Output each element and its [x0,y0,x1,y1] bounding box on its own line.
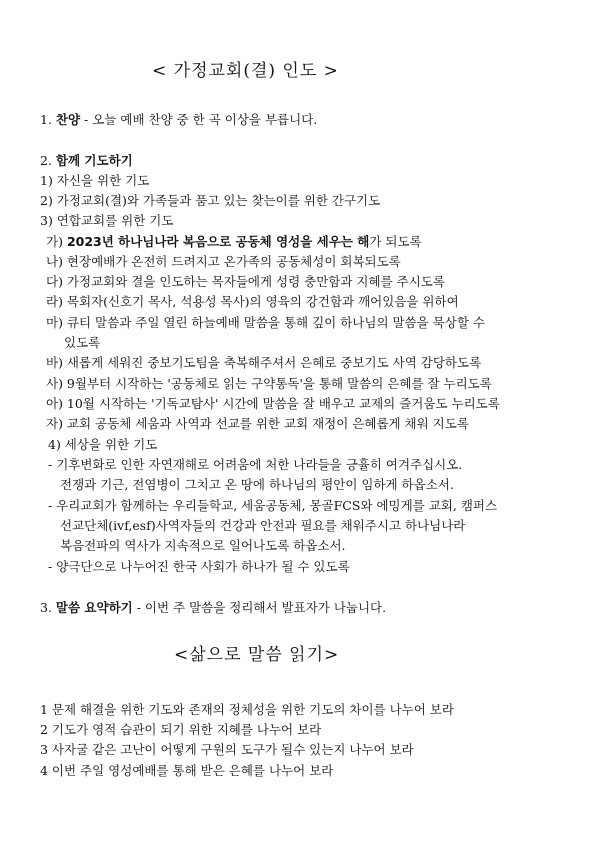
prayer-3-ga-prefix: 가) [46,234,67,249]
section-3 [40,598,386,618]
prayer-3-ma: 마) 큐티 말씀과 주일 열린 하늘예배 말씀을 통해 깊이 하나님의 말씀을 묵상할 수 [46,315,485,330]
section-1-number: 1. [40,112,52,127]
prayer-3-na: 나) 현장예배가 온전히 드려지고 온가족의 공동체성이 회복되도록 [46,254,401,269]
prayer-3-ra: 라) 목회자(신호기 목사, 석용성 목사)의 영육의 강건함과 깨어있음을 위하여 [46,294,459,309]
prayer-3-ga-suffix: 가 되도록 [369,234,422,249]
prayer-3-ja: 자) 교회 공동체 세움과 사역과 선교를 위한 교회 재정이 은혜롭게 채워 지도록 [46,416,469,431]
prayer-3-ba: 바) 새롭게 세워진 중보기도팀을 축복해주셔서 은혜로 중보기도 사역 감당하도록 [46,355,482,370]
world-prayer-1-cont: 전쟁과 기근, 전염병이 그치고 온 땅에 하나님의 평안이 임하게 하옵소서. [60,477,454,492]
prayer-3-aa: 아) 10월 시작하는 '기독교탐사' 시간에 말씀을 잘 배우고 교제의 즐거움도 누리도록 [46,396,500,411]
section-1-label: 찬양 [55,112,81,127]
prayer-3-ma-cont: 있도록 [64,335,101,350]
section-3-label: 말씀 요약하기 [55,600,133,615]
question-3: 3 사자굴 같은 고난이 어떻게 구원의 도구가 될수 있는지 나누어 보라 [40,742,414,757]
section-1 [40,110,317,130]
prayer-4: 4) 세상을 위한 기도 [48,437,158,452]
section-2-number: 2. [40,153,52,168]
question-4: 4 이번 주일 영성예배를 통해 받은 은혜를 나누어 보라 [40,763,334,778]
section-3-text: - 이번 주 말씀을 정리해서 발표자가 나눕니다. [132,600,387,615]
prayer-3-ga [46,232,422,252]
question-1: 1 문제 해결을 위한 기도와 존재의 정체성을 위한 기도의 차이를 나누어 보라 [40,702,454,717]
world-prayer-2-cont: 선교단체(ivf,esf)사역자들의 건강과 안전과 필요를 채워주시고 하나님나라 [60,518,466,533]
prayer-3-sa: 사) 9월부터 시작하는 '공동체로 읽는 구약통독'을 통해 말씀의 은혜를 잘 누리도록 [46,376,492,391]
section-1-text: - 오늘 예배 찬양 중 한 곡 이상을 부릅니다. [80,112,318,127]
prayer-3-ga-emphasis: 2023년 하나님나라 복음으로 공동체 영성을 세우는 해 [66,234,370,249]
prayer-3-da: 다) 가정교회와 결을 인도하는 목자들에게 성령 충만함과 지혜를 주시도록 [46,274,445,289]
world-prayer-1: - 기후변화로 인한 자연재해로 어려움에 처한 나라들을 긍휼히 여겨주십시오. [48,457,463,472]
subtitle: <삶으로 말씀 읽기> [174,645,340,665]
world-prayer-3: - 양극단으로 나누어진 한국 사회가 하나가 될 수 있도록 [48,559,350,574]
section-2-heading [40,151,133,171]
prayer-2: 2) 가정교회(결)와 가족들과 품고 있는 찾는이를 위한 간구기도 [40,193,381,208]
world-prayer-2-cont-2: 복음전파의 역사가 지속적으로 일어나도록 하옵소서. [60,538,346,553]
section-3-number: 3. [40,600,52,615]
world-prayer-2: - 우리교회가 함께하는 우리들학교, 세움공동체, 몽골FCS와 에밍게를 교회, 캠퍼스 [48,498,498,513]
prayer-1: 1) 자신을 위한 기도 [40,173,150,188]
page-title: < 가정교회(결) 인도 > [152,61,339,81]
prayer-3: 3) 연합교회를 위한 기도 [40,213,174,228]
section-2-label: 함께 기도하기 [55,153,133,168]
question-2: 2 기도가 영적 습관이 되기 위한 지혜를 나누어 보라 [40,722,322,737]
